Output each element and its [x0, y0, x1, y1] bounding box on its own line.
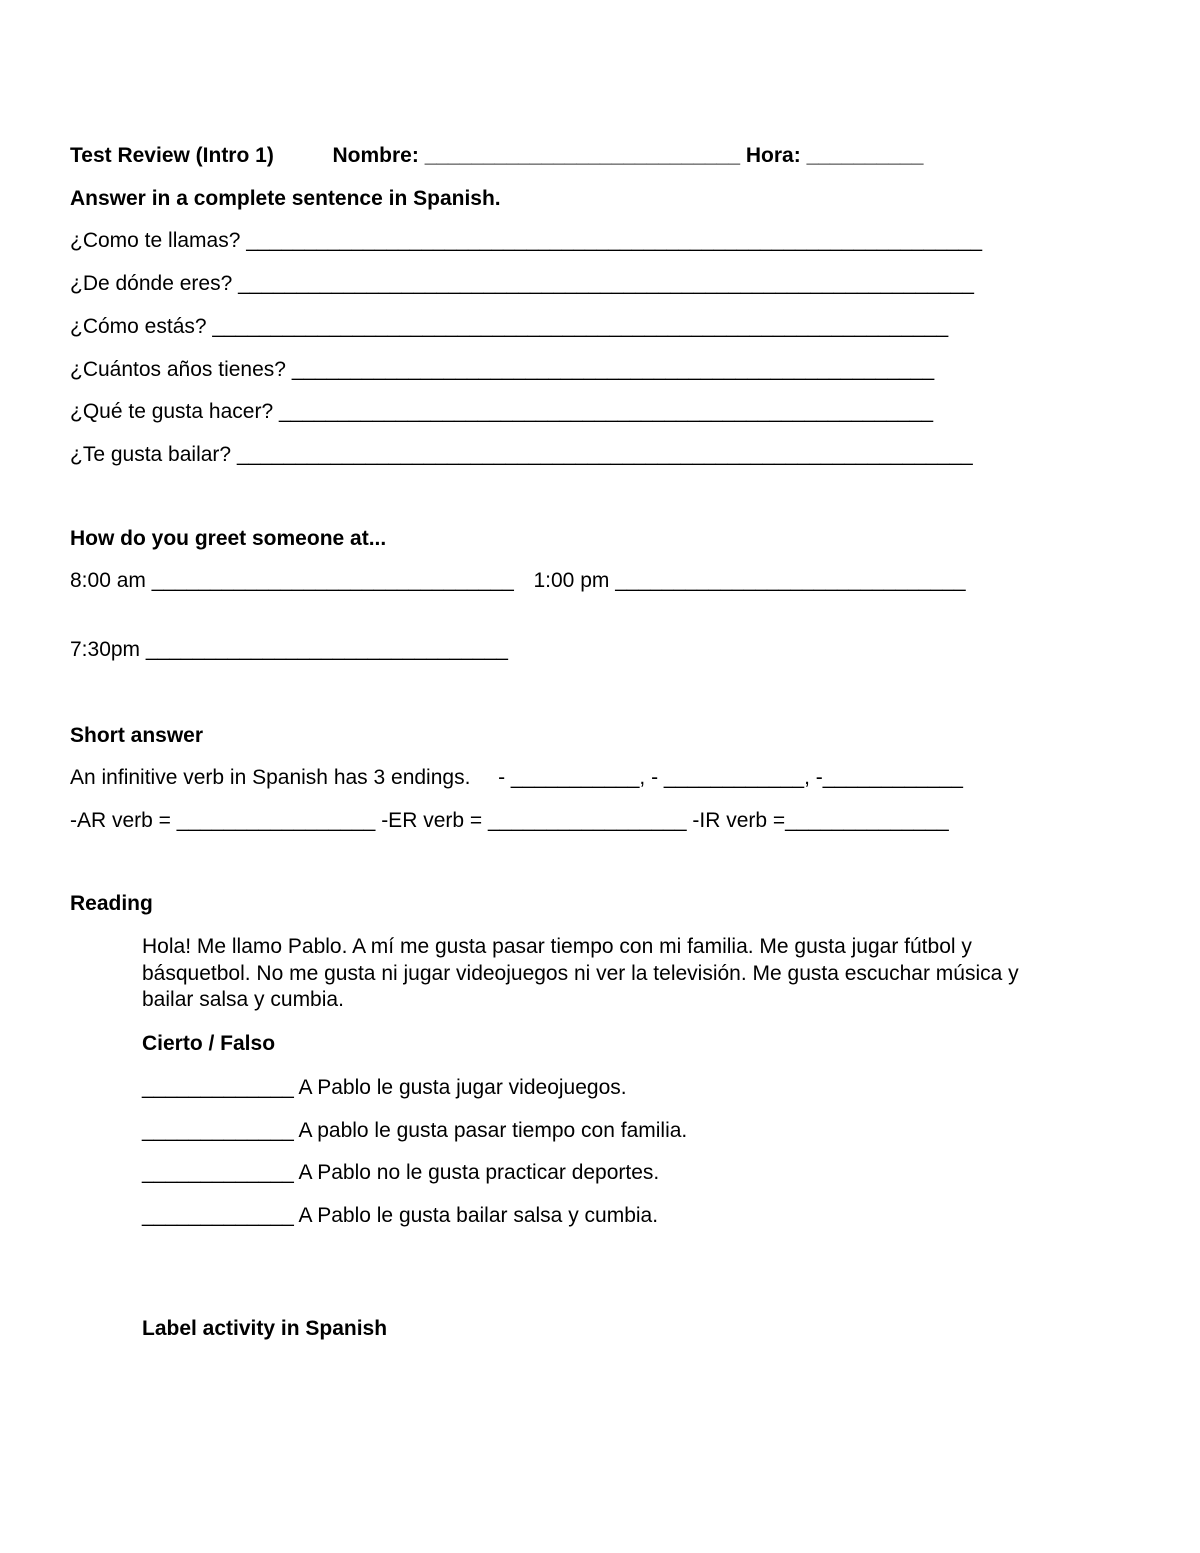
- infinitive-row: [70, 765, 963, 791]
- verb-label: -IR verb =: [692, 809, 786, 832]
- answer-field[interactable]: _______________________________________________________________: [212, 315, 949, 338]
- statement-row: [142, 1203, 658, 1229]
- greeting-field[interactable]: _______________________________: [145, 638, 508, 661]
- verb-label: -ER verb =: [381, 809, 483, 832]
- question-row: [70, 357, 934, 383]
- time-label: 1:00 pm: [533, 569, 610, 592]
- ending-field[interactable]: - ____________,: [651, 766, 810, 789]
- verb-row: [70, 808, 949, 834]
- statement-text: A Pablo le gusta jugar videojuegos.: [298, 1076, 627, 1099]
- verb-field[interactable]: _________________: [176, 809, 376, 832]
- greeting-field[interactable]: _______________________________: [151, 569, 514, 592]
- question-prompt: ¿De dónde eres?: [70, 272, 233, 295]
- verb-field[interactable]: _________________: [487, 809, 687, 832]
- statement-text: A Pablo le gusta bailar salsa y cumbia.: [298, 1204, 659, 1227]
- period-label: Hora:: [745, 144, 801, 167]
- statement-row: [142, 1075, 627, 1101]
- verb-field[interactable]: ______________: [785, 809, 949, 832]
- question-row: [70, 314, 948, 340]
- greet-row: [70, 568, 966, 594]
- answer-field[interactable]: _____________: [142, 1119, 294, 1142]
- question-row: [70, 442, 973, 468]
- answer-field[interactable]: _______________________________________________________________: [238, 272, 974, 295]
- ending-field[interactable]: -____________: [815, 766, 963, 789]
- section-heading-greet: How do you greet someone at...: [70, 527, 387, 550]
- question-prompt: ¿Como te llamas?: [70, 229, 241, 252]
- greet-row: [70, 637, 508, 663]
- question-row: [70, 228, 982, 254]
- answer-field[interactable]: ________________________________________________________: [278, 400, 934, 423]
- name-label: Nombre:: [332, 144, 419, 167]
- true-false-heading: Cierto / Falso: [142, 1032, 276, 1055]
- question-prompt: ¿Cuántos años tienes?: [70, 358, 286, 381]
- answer-field[interactable]: _____________: [142, 1161, 294, 1184]
- verb-label: -AR verb =: [70, 809, 171, 832]
- time-label: 7:30pm: [70, 638, 141, 661]
- ending-field[interactable]: - ___________,: [498, 766, 646, 789]
- question-prompt: ¿Te gusta bailar?: [70, 443, 232, 466]
- section-heading-label-activity: Label activity in Spanish: [142, 1317, 388, 1340]
- section-heading-reading: Reading: [70, 892, 153, 915]
- name-field[interactable]: ___________________________: [424, 144, 741, 167]
- question-prompt: ¿Qué te gusta hacer?: [70, 400, 274, 423]
- answer-field[interactable]: _______________________________________________________: [291, 358, 935, 381]
- reading-passage: Hola! Me llamo Pablo. A mí me gusta pasar tiempo con mi familia. Me gusta jugar fútbol y básquetbol. No me gusta ni jugar videojuegos ni ver la televisión. Me gusta escuchar música y bailar salsa y cumbia.: [142, 935, 1019, 1011]
- answer-field[interactable]: _______________________________________________________________: [236, 443, 973, 466]
- answer-field[interactable]: _____________: [142, 1204, 294, 1227]
- section-heading-short: Short answer: [70, 724, 204, 747]
- infinitive-text: An infinitive verb in Spanish has 3 endings.: [70, 766, 471, 789]
- answer-field[interactable]: _____________: [142, 1076, 294, 1099]
- header-line: [70, 143, 923, 169]
- page-title: Test Review (Intro 1): [70, 144, 274, 167]
- section-heading-answer: Answer in a complete sentence in Spanish.: [70, 187, 501, 210]
- greeting-field[interactable]: ______________________________: [615, 569, 966, 592]
- answer-field[interactable]: _______________________________________________________________: [246, 229, 983, 252]
- statement-row: [142, 1118, 687, 1144]
- question-prompt: ¿Cómo estás?: [70, 315, 207, 338]
- time-label: 8:00 am: [70, 569, 146, 592]
- period-field[interactable]: __________: [806, 144, 924, 167]
- statement-row: [142, 1160, 659, 1186]
- question-row: [70, 271, 974, 297]
- question-row: [70, 399, 933, 425]
- statement-text: A pablo le gusta pasar tiempo con familia.: [298, 1119, 688, 1142]
- statement-text: A Pablo no le gusta practicar deportes.: [298, 1161, 660, 1184]
